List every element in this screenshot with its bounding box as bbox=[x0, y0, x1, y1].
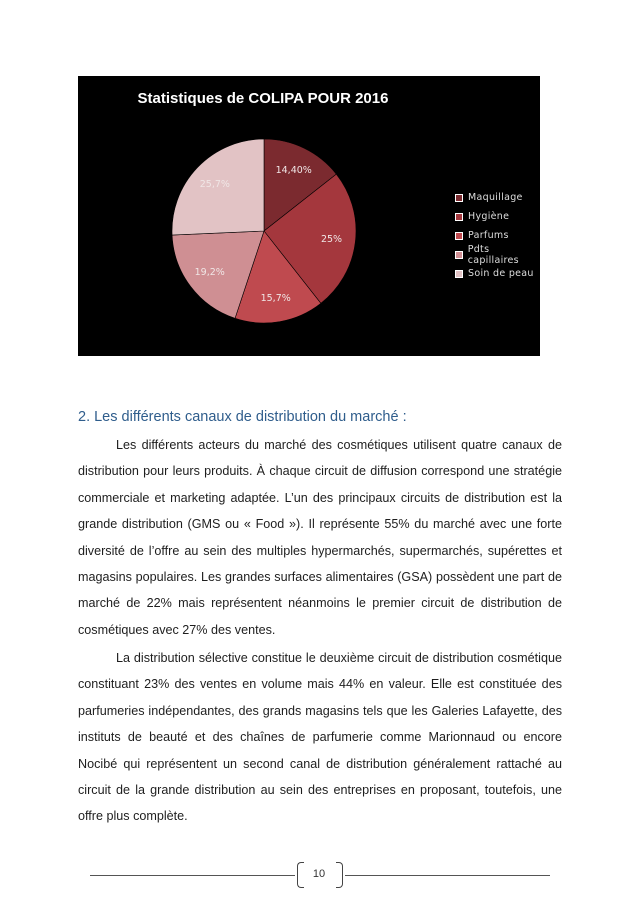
legend-swatch bbox=[455, 232, 463, 240]
chart-title: Statistiques de COLIPA POUR 2016 bbox=[137, 90, 389, 107]
footer-divider-left bbox=[90, 875, 295, 876]
slice-data-label: 15,7% bbox=[260, 292, 291, 304]
legend-label: Hygiène bbox=[468, 211, 510, 222]
legend-label: Soin de peau bbox=[468, 268, 534, 279]
legend-item bbox=[455, 226, 540, 245]
paragraph: Les différents acteurs du marché des cosmétiques utilisent quatre canaux de distribution pour leurs produits. À chaque circuit de diffusion correspond une stratégie commerciale et marketing adaptée. L’un des principaux circuits de distribution est la grande distribution (GMS ou « Food »). Il représente 55% du marché avec une forte diversité de l’offre au sein des multiples hypermarchés, supermarchés, supérettes et magasins populaires. Les grandes surfaces alimentaires (GSA) possèdent une part de marché de 22% mais représentent néanmoins le premier circuit de distribution de cosmétiques avec 27% des ventes. bbox=[78, 438, 562, 637]
legend-item bbox=[455, 264, 540, 283]
legend-item bbox=[455, 188, 540, 207]
page-number: 10 bbox=[312, 868, 326, 880]
legend-item bbox=[455, 245, 540, 264]
pie-chart bbox=[78, 76, 540, 356]
section-heading: 2. Les différents canaux de distribution du marché : bbox=[78, 409, 407, 425]
chart-legend bbox=[455, 188, 540, 283]
footer-divider-right bbox=[345, 875, 550, 876]
legend-label: Pdts capillaires bbox=[467, 243, 519, 266]
legend-item bbox=[455, 207, 540, 226]
legend-swatch bbox=[455, 251, 463, 259]
legend-swatch bbox=[455, 194, 463, 202]
legend-swatch bbox=[455, 213, 463, 221]
slice-data-label: 25,7% bbox=[199, 178, 230, 190]
slice-data-label: 25% bbox=[320, 234, 343, 246]
legend-label: Maquillage bbox=[468, 192, 523, 203]
legend-label: Parfums bbox=[468, 230, 509, 241]
slice-data-label: 19,2% bbox=[194, 266, 225, 278]
legend-swatch bbox=[455, 270, 463, 278]
page-number-bracket-right bbox=[336, 862, 343, 888]
slice-data-label: 14,40% bbox=[275, 164, 312, 176]
paragraph: La distribution sélective constitue le deuxième circuit de distribution cosmétique constituant 23% des ventes en volume mais 44% en valeur. Elle est constituée des parfumeries indépendantes, des grands magasins tels que les Galeries Lafayette, des instituts de beauté et des chaînes de parfumerie comme Marionnaud ou encore Nocibé qui représentent un second canal de distribution généralement rattaché au circuit de la grande distribution au sein des entreprises en proposant, toutefois, une offre plus complète. bbox=[78, 651, 562, 824]
